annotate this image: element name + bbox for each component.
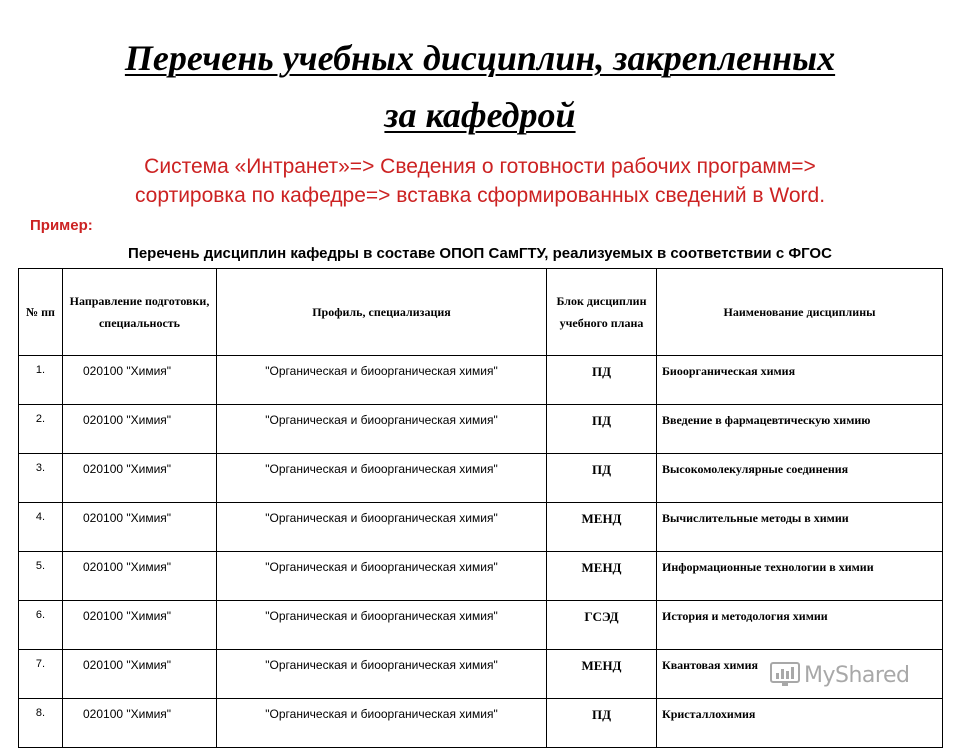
watermark <box>770 660 909 690</box>
table-header-row <box>19 269 943 356</box>
table-row <box>19 503 943 552</box>
cell-profile: "Органическая и биоорганическая химия" <box>217 552 547 601</box>
header-discipline: Наименование дисциплины <box>657 269 943 356</box>
navigation-path-line-2: сортировка по кафедре=> вставка сформированных сведений в Word. <box>134 184 826 207</box>
cell-discipline: Вычислительные методы в химии <box>657 503 943 552</box>
table-row <box>19 552 943 601</box>
cell-discipline: Высокомолекулярные соединения <box>657 454 943 503</box>
cell-direction: 020100 "Химия" <box>63 454 217 503</box>
header-block: Блок дисциплин учебного плана <box>547 269 657 356</box>
cell-block: ПД <box>547 699 657 748</box>
cell-discipline: Введение в фармацевтическую химию <box>657 405 943 454</box>
header-direction: Направление подготовки, специальность <box>63 269 217 356</box>
page-title-line-2: за кафедрой <box>384 95 576 135</box>
table-caption: Перечень дисциплин кафедры в составе ОПОП СамГТУ, реализуемых в соответствии с ФГОС <box>128 245 832 262</box>
cell-num: 3. <box>19 454 63 503</box>
cell-num: 5. <box>19 552 63 601</box>
table-row <box>19 454 943 503</box>
cell-profile: "Органическая и биоорганическая химия" <box>217 650 547 699</box>
cell-direction: 020100 "Химия" <box>63 503 217 552</box>
cell-direction: 020100 "Химия" <box>63 356 217 405</box>
cell-discipline: Биоорганическая химия <box>657 356 943 405</box>
cell-direction: 020100 "Химия" <box>63 405 217 454</box>
cell-num: 6. <box>19 601 63 650</box>
cell-direction: 020100 "Химия" <box>63 699 217 748</box>
cell-profile: "Органическая и биоорганическая химия" <box>217 699 547 748</box>
table-row <box>19 601 943 650</box>
cell-block: ПД <box>547 454 657 503</box>
cell-direction: 020100 "Химия" <box>63 601 217 650</box>
table-row <box>19 405 943 454</box>
navigation-path-line-1: Система «Интранет»=> Сведения о готовности рабочих программ=> <box>144 155 816 178</box>
cell-block: МЕНД <box>547 650 657 699</box>
cell-num: 2. <box>19 405 63 454</box>
header-profile: Профиль, специализация <box>217 269 547 356</box>
cell-num: 4. <box>19 503 63 552</box>
cell-discipline: Кристаллохимия <box>657 699 943 748</box>
cell-num: 8. <box>19 699 63 748</box>
cell-block: ПД <box>547 356 657 405</box>
cell-num: 1. <box>19 356 63 405</box>
table-row <box>19 356 943 405</box>
cell-block: МЕНД <box>547 503 657 552</box>
cell-block: ГСЭД <box>547 601 657 650</box>
cell-num: 7. <box>19 650 63 699</box>
cell-discipline: Информационные технологии в химии <box>657 552 943 601</box>
header-num: № пп <box>19 269 63 356</box>
cell-direction: 020100 "Химия" <box>63 650 217 699</box>
cell-direction: 020100 "Химия" <box>63 552 217 601</box>
cell-discipline: История и методология химии <box>657 601 943 650</box>
page-title-line-1: Перечень учебных дисциплин, закрепленных <box>124 38 836 78</box>
cell-profile: "Органическая и биоорганическая химия" <box>217 405 547 454</box>
cell-profile: "Органическая и биоорганическая химия" <box>217 454 547 503</box>
cell-profile: "Органическая и биоорганическая химия" <box>217 601 547 650</box>
watermark-text: MyShared <box>804 662 910 688</box>
cell-profile: "Органическая и биоорганическая химия" <box>217 503 547 552</box>
cell-block: ПД <box>547 405 657 454</box>
bar-chart-icon <box>770 662 800 688</box>
cell-profile: "Органическая и биоорганическая химия" <box>217 356 547 405</box>
cell-block: МЕНД <box>547 552 657 601</box>
cell-discipline: Квантовая химия <box>657 650 943 699</box>
example-label: Пример: <box>30 217 93 234</box>
table-row <box>19 699 943 748</box>
